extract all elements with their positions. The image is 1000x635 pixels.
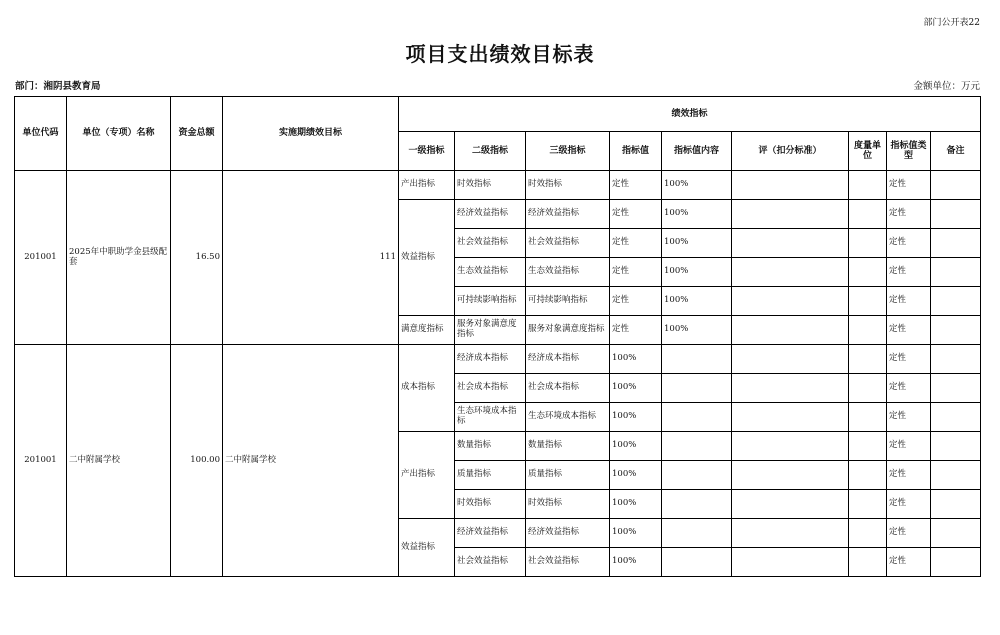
value-cell: 100% — [610, 519, 662, 548]
level3-cell: 经济效益指标 — [526, 519, 610, 548]
value-type-cell: 定性 — [887, 287, 931, 316]
scoring-cell — [732, 374, 849, 403]
header-level1: 一级指标 — [399, 132, 455, 171]
level3-cell: 生态环境成本指标 — [526, 403, 610, 432]
unit-code-cell: 201001 — [15, 345, 67, 577]
department-label: 部门：湘阴县教育局 — [15, 81, 101, 92]
unit-name-cell: 二中附属学校 — [67, 345, 171, 577]
measure-unit-cell — [849, 287, 887, 316]
remark-cell — [931, 490, 981, 519]
page-title: 项目支出绩效目标表 — [405, 42, 595, 66]
remark-cell — [931, 432, 981, 461]
value-cell: 定性 — [610, 200, 662, 229]
level3-cell: 社会效益指标 — [526, 229, 610, 258]
level3-cell: 数量指标 — [526, 432, 610, 461]
scoring-cell — [732, 200, 849, 229]
remark-cell — [931, 229, 981, 258]
level1-cell: 效益指标 — [399, 519, 455, 577]
level1-cell: 产出指标 — [399, 432, 455, 519]
unit-name-cell: 2025年中职助学金县级配套 — [67, 171, 171, 345]
remark-cell — [931, 258, 981, 287]
level2-cell: 可持续影响指标 — [455, 287, 526, 316]
remark-cell — [931, 200, 981, 229]
scoring-cell — [732, 403, 849, 432]
header-value: 指标值 — [610, 132, 662, 171]
scoring-cell — [732, 229, 849, 258]
header-unit-name: 单位（专项）名称 — [67, 97, 171, 171]
header-level2: 二级指标 — [455, 132, 526, 171]
measure-unit-cell — [849, 374, 887, 403]
level3-cell: 时效指标 — [526, 171, 610, 200]
measure-unit-cell — [849, 229, 887, 258]
value-type-cell: 定性 — [887, 345, 931, 374]
value-type-cell: 定性 — [887, 519, 931, 548]
value-content-cell — [662, 374, 732, 403]
measure-unit-cell — [849, 316, 887, 345]
remark-cell — [931, 287, 981, 316]
value-cell: 定性 — [610, 287, 662, 316]
header-remark: 备注 — [931, 132, 981, 171]
scoring-cell — [732, 490, 849, 519]
header-level3: 三级指标 — [526, 132, 610, 171]
measure-unit-cell — [849, 490, 887, 519]
value-type-cell: 定性 — [887, 403, 931, 432]
value-content-cell — [662, 548, 732, 577]
level2-cell: 经济效益指标 — [455, 519, 526, 548]
value-cell: 100% — [610, 490, 662, 519]
table-row — [15, 345, 981, 374]
value-content-cell — [662, 519, 732, 548]
table-row — [15, 171, 981, 200]
value-type-cell: 定性 — [887, 461, 931, 490]
level1-cell: 效益指标 — [399, 200, 455, 316]
value-content-cell — [662, 403, 732, 432]
scoring-cell — [732, 432, 849, 461]
scoring-cell — [732, 519, 849, 548]
level2-cell: 经济效益指标 — [455, 200, 526, 229]
value-type-cell: 定性 — [887, 258, 931, 287]
remark-cell — [931, 519, 981, 548]
value-content-cell — [662, 461, 732, 490]
scoring-cell — [732, 345, 849, 374]
unit-code-cell: 201001 — [15, 171, 67, 345]
value-cell: 定性 — [610, 229, 662, 258]
header-scoring: 评（扣分标准） — [732, 132, 849, 171]
value-type-cell: 定性 — [887, 374, 931, 403]
remark-cell — [931, 316, 981, 345]
header-value-content: 指标值内容 — [662, 132, 732, 171]
total-funds-cell: 100.00 — [171, 345, 223, 577]
scoring-cell — [732, 287, 849, 316]
level2-cell: 生态效益指标 — [455, 258, 526, 287]
measure-unit-cell — [849, 200, 887, 229]
measure-unit-cell — [849, 461, 887, 490]
scoring-cell — [732, 258, 849, 287]
level2-cell: 社会效益指标 — [455, 229, 526, 258]
value-type-cell: 定性 — [887, 490, 931, 519]
level3-cell: 经济成本指标 — [526, 345, 610, 374]
value-cell: 定性 — [610, 258, 662, 287]
value-content-cell: 100% — [662, 200, 732, 229]
value-cell: 100% — [610, 432, 662, 461]
remark-cell — [931, 374, 981, 403]
level3-cell: 服务对象满意度指标 — [526, 316, 610, 345]
level2-cell: 时效指标 — [455, 171, 526, 200]
amount-unit-label: 金额单位：万元 — [913, 81, 980, 92]
remark-cell — [931, 403, 981, 432]
value-cell: 定性 — [610, 171, 662, 200]
value-cell: 100% — [610, 461, 662, 490]
value-content-cell — [662, 432, 732, 461]
value-type-cell: 定性 — [887, 316, 931, 345]
scoring-cell — [732, 461, 849, 490]
level1-cell: 满意度指标 — [399, 316, 455, 345]
header-performance-goal: 实施期绩效目标 — [223, 97, 399, 171]
level3-cell: 时效指标 — [526, 490, 610, 519]
value-cell: 100% — [610, 345, 662, 374]
level3-cell: 可持续影响指标 — [526, 287, 610, 316]
measure-unit-cell — [849, 432, 887, 461]
level1-cell: 产出指标 — [399, 171, 455, 200]
measure-unit-cell — [849, 171, 887, 200]
header-unit-code: 单位代码 — [15, 97, 67, 171]
level2-cell: 社会成本指标 — [455, 374, 526, 403]
performance-goal-cell: 111 — [223, 171, 399, 345]
level3-cell: 生态效益指标 — [526, 258, 610, 287]
level2-cell: 时效指标 — [455, 490, 526, 519]
value-type-cell: 定性 — [887, 171, 931, 200]
level2-cell: 服务对象满意度指标 — [455, 316, 526, 345]
remark-cell — [931, 461, 981, 490]
measure-unit-cell — [849, 519, 887, 548]
value-cell: 100% — [610, 403, 662, 432]
level3-cell: 经济效益指标 — [526, 200, 610, 229]
value-content-cell — [662, 490, 732, 519]
header-performance-indicators: 绩效指标 — [399, 97, 981, 132]
level2-cell: 生态环境成本指标 — [455, 403, 526, 432]
level2-cell: 经济成本指标 — [455, 345, 526, 374]
measure-unit-cell — [849, 548, 887, 577]
performance-goal-cell: 二中附属学校 — [223, 345, 399, 577]
scoring-cell — [732, 171, 849, 200]
level2-cell: 质量指标 — [455, 461, 526, 490]
value-content-cell — [662, 345, 732, 374]
value-cell: 100% — [610, 548, 662, 577]
value-content-cell: 100% — [662, 316, 732, 345]
level3-cell: 质量指标 — [526, 461, 610, 490]
value-type-cell: 定性 — [887, 548, 931, 577]
value-content-cell: 100% — [662, 258, 732, 287]
remark-cell — [931, 548, 981, 577]
total-funds-cell: 16.50 — [171, 171, 223, 345]
level3-cell: 社会成本指标 — [526, 374, 610, 403]
scoring-cell — [732, 548, 849, 577]
form-number: 部门公开表22 — [923, 18, 980, 28]
level2-cell: 社会效益指标 — [455, 548, 526, 577]
value-cell: 100% — [610, 374, 662, 403]
scoring-cell — [732, 316, 849, 345]
value-content-cell: 100% — [662, 171, 732, 200]
performance-table — [14, 96, 981, 577]
table-body — [15, 171, 981, 577]
level2-cell: 数量指标 — [455, 432, 526, 461]
remark-cell — [931, 345, 981, 374]
value-type-cell: 定性 — [887, 229, 931, 258]
value-type-cell: 定性 — [887, 200, 931, 229]
header-total-funds: 资金总额 — [171, 97, 223, 171]
header-measure-unit: 度量单位 — [849, 132, 887, 171]
level1-cell: 成本指标 — [399, 345, 455, 432]
measure-unit-cell — [849, 258, 887, 287]
value-cell: 定性 — [610, 316, 662, 345]
value-type-cell: 定性 — [887, 432, 931, 461]
remark-cell — [931, 171, 981, 200]
header-value-type: 指标值类型 — [887, 132, 931, 171]
value-content-cell: 100% — [662, 287, 732, 316]
measure-unit-cell — [849, 403, 887, 432]
level3-cell: 社会效益指标 — [526, 548, 610, 577]
value-content-cell: 100% — [662, 229, 732, 258]
measure-unit-cell — [849, 345, 887, 374]
